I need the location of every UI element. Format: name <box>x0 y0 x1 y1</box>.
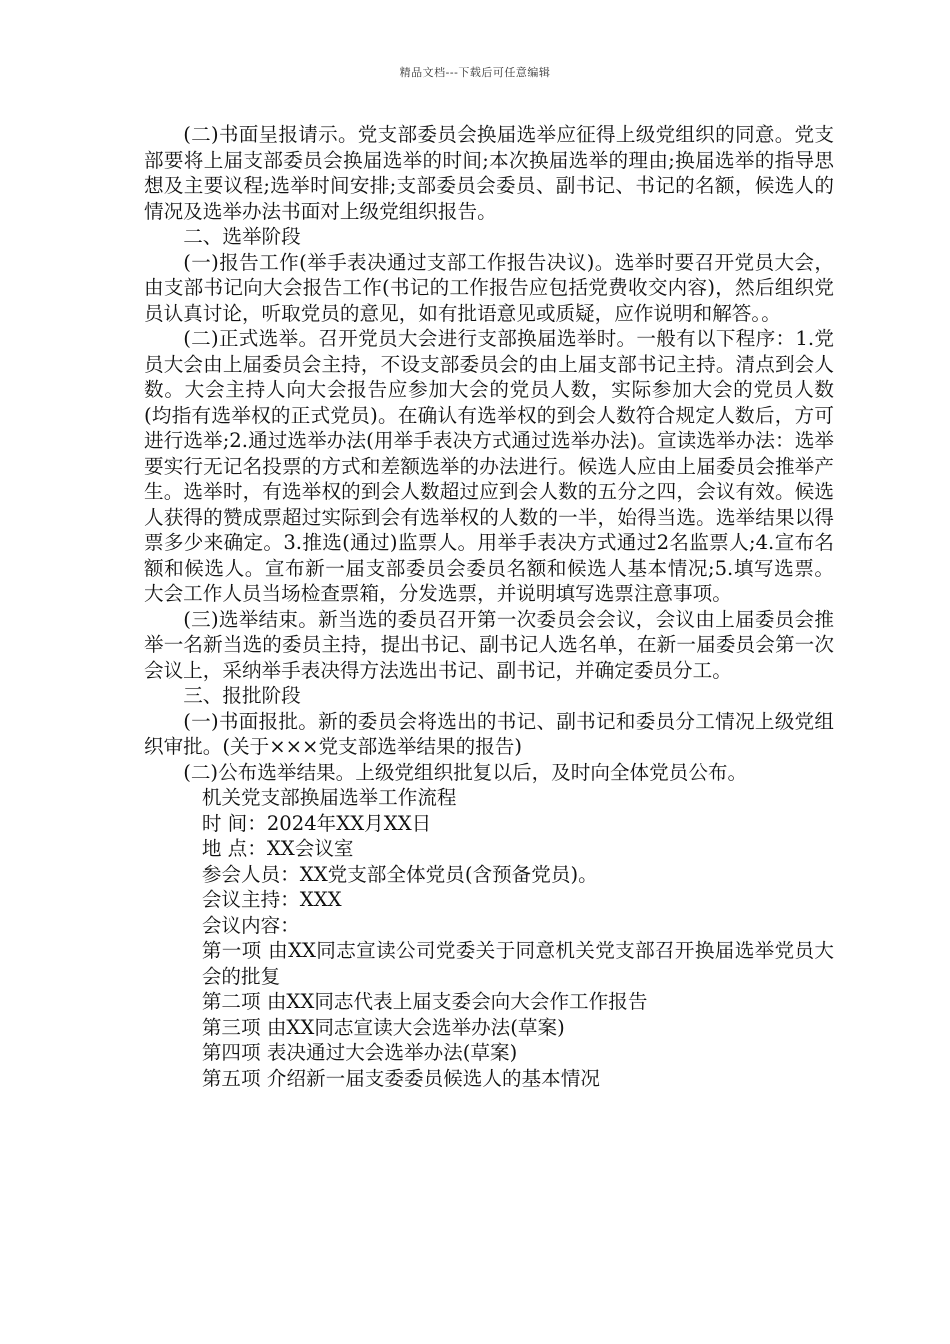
paragraph-election-end: (三)选举结束。新当选的委员召开第一次委员会会议，会议由上届委员会推举一名新当选的委员主持，提出书记、副书记人选名单，在新一届委员会第一次会议上，采纳举手表决得方法选出书记、副书记，并确定委员分工。 <box>144 607 834 682</box>
agenda-item-5: 第五项 介绍新一届支委委员候选人的基本情况 <box>201 1066 600 1090</box>
paragraph-formal-election: (二)正式选举。召开党员大会进行支部换届选举时。一般有以下程序：1.党员大会由上届委员会主持，不设支部委员会的由上届支部书记主持。清点到会人数。大会主持人向大会报告应参加大会的党员人数，实际参加大会的党员人数(均指有选举权的正式党员)。在确认有选举权的到会人数符合规定人数后，方可进行选举;2.通过选举办法(用举手表决方式通过选举办法)。宣读选举办法：选举要实行无记名投票的方式和差额选举的办法进行。候选人应由上届委员会推举产生。选举时，有选举权的到会人数超过应到会人数的五分之四，会议有效。候选人获得的赞成票超过实际到会有选举权的人数的一半，始得当选。选举结果以得票多少来确定。3.推选(通过)监票人。用举手表决方式通过2名监票人;4.宣布名额和候选人。宣布新一届支部委员会委员名额和候选人基本情况;5.填写选票。大会工作人员当场检查票箱，分发选票，并说明填写选票注意事项。 <box>144 327 834 605</box>
meeting-attendees: 参会人员：XX党支部全体党员(含预备党员)。 <box>201 862 598 886</box>
meeting-content-label: 会议内容： <box>201 913 300 937</box>
paragraph-written-report: (二)书面呈报请示。党支部委员会换届选举应征得上级党组织的同意。党支部要将上届支部委员会换届选举的时间;本次换届选举的理由;换届选举的指导思想及主要议程;选举时间安排;支部委员会委员、副书记、书记的名额，候选人的情况及选举办法书面对上级党组织报告。 <box>144 123 834 223</box>
agenda-item-1: 第一项 由XX同志宣读公司党委关于同意机关党支部召开换届选举党员大会的批复 <box>201 939 834 988</box>
meeting-location: 地 点：XX会议室 <box>201 837 354 860</box>
meeting-host: 会议主持：XXX <box>201 888 342 911</box>
meeting-time: 时 间：2024年XX月XX日 <box>201 811 432 835</box>
paragraph-report-work: (一)报告工作(举手表决通过支部工作报告决议)。选举时要召开党员大会，由支部书记向大会报告工作(书记的工作报告应包括党费收交内容)，然后组织党员认真讨论，听取党员的意见，如有批语意见或质疑，应作说明和解答。。 <box>144 250 834 325</box>
agenda-item-2: 第二项 由XX同志代表上届支委会向大会作工作报告 <box>201 990 648 1013</box>
agenda-item-3: 第三项 由XX同志宣读大会选举办法(草案) <box>201 1015 565 1039</box>
section-heading-election-stage: 二、选举阶段 <box>183 225 301 248</box>
meeting-title: 机关党支部换届选举工作流程 <box>201 786 457 809</box>
paragraph-written-approval: (一)书面报批。新的委员会将选出的书记、副书记和委员分工情况上级党组织审批。(关于×××党支部选举结果的报告) <box>144 709 834 758</box>
agenda-item-4: 第四项 表决通过大会选举办法(草案) <box>201 1041 518 1064</box>
section-heading-approval-stage: 三、报批阶段 <box>183 684 301 707</box>
paragraph-publish-results: (二)公布选举结果。上级党组织批复以后，及时向全体党员公布。 <box>183 760 748 784</box>
page-header: 精品文档---下载后可任意编辑 <box>399 66 551 79</box>
document-body <box>144 122 834 1091</box>
